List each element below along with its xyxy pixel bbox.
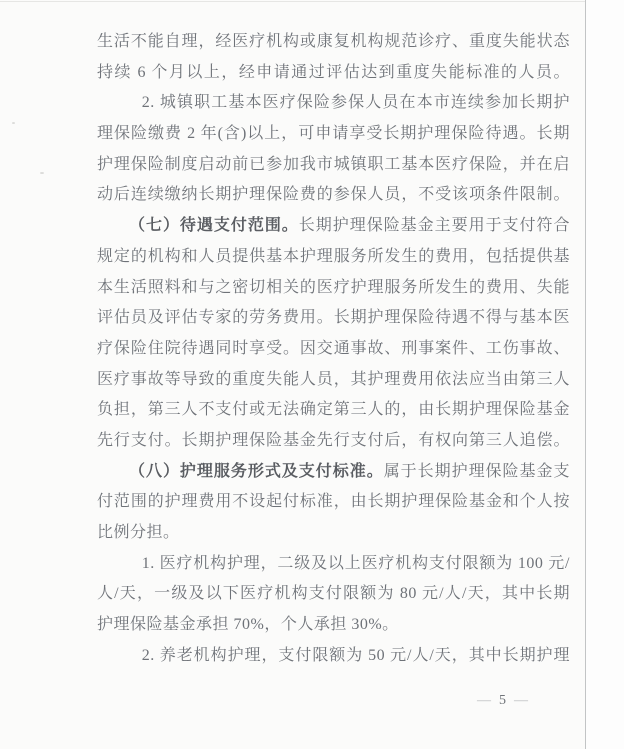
line-text: 付范围的护理费用不设起付标准，由长期护理保险基金和个人按 bbox=[97, 493, 570, 511]
line-text: 疗保险住院待遇同时享受。因交通事故、刑事案件、工伤事故、 bbox=[97, 339, 570, 357]
scan-speck bbox=[12, 122, 15, 124]
text-line bbox=[97, 242, 570, 273]
text-line bbox=[97, 365, 570, 396]
text-line bbox=[97, 273, 570, 304]
line-text: 人/天，一级及以下医疗机构支付限额为 80 元/人/天，其中长期 bbox=[97, 585, 570, 603]
line-text: 负担，第三人不支付或无法确定第三人的，由长期护理保险基金 bbox=[97, 401, 570, 419]
text-line bbox=[97, 641, 570, 672]
page-number-value: 5 bbox=[499, 693, 507, 708]
line-text: 医疗事故等导致的重度失能人员，其护理费用依法应当由第三人 bbox=[97, 370, 570, 388]
text-line bbox=[97, 487, 570, 518]
line-text: 2. 养老机构护理，支付限额为 50 元/人/天，其中长期护理 bbox=[141, 646, 570, 664]
page-number bbox=[460, 693, 546, 709]
text-line bbox=[97, 426, 570, 457]
line-text: 本生活照料和与之密切相关的医疗护理服务所发生的费用、失能 bbox=[97, 278, 570, 296]
text-line bbox=[97, 518, 570, 549]
line-text: 生活不能自理，经医疗机构或康复机构规范诊疗、重度失能状态 bbox=[97, 33, 570, 50]
scan-background-strip bbox=[585, 0, 624, 749]
line-text: 属于长期护理保险基金支 bbox=[383, 462, 570, 480]
line-text: 护理保险制度启动前已参加我市城镇职工基本医疗保险，并在启 bbox=[97, 155, 570, 173]
page-number-dash-right: — bbox=[514, 693, 529, 708]
page-top-edge bbox=[0, 1, 624, 2]
paragraph-heading: （八）护理服务形式及支付标准。 bbox=[129, 462, 384, 480]
text-line bbox=[97, 119, 570, 150]
text-line bbox=[97, 334, 570, 365]
line-text: 理保险缴费 2 年(含)以上，可申请享受长期护理保险待遇。长期 bbox=[97, 125, 570, 143]
text-line bbox=[97, 303, 570, 334]
text-line bbox=[97, 88, 570, 119]
page-number-dash-left: — bbox=[477, 693, 492, 708]
paragraph-heading: （七）待遇支付范围。 bbox=[129, 217, 299, 235]
text-line bbox=[97, 610, 570, 641]
text-line bbox=[97, 180, 570, 211]
line-text: 比例分担。 bbox=[97, 524, 180, 541]
line-text: 1. 医疗机构护理，二级及以上医疗机构支付限额为 100 元/ bbox=[141, 554, 570, 572]
line-text: 2. 城镇职工基本医疗保险参保人员在本市连续参加长期护 bbox=[141, 94, 570, 112]
line-text: 规定的机构和人员提供基本护理服务所发生的费用，包括提供基 bbox=[97, 247, 570, 265]
text-line bbox=[97, 27, 570, 58]
line-text: 长期护理保险基金主要用于支付符合 bbox=[298, 217, 570, 235]
text-line bbox=[97, 211, 570, 242]
text-line bbox=[97, 457, 570, 488]
scan-speck bbox=[40, 172, 44, 174]
line-text: 持续 6 个月以上，经申请通过评估达到重度失能标准的人员。 bbox=[97, 63, 570, 81]
body-text bbox=[97, 27, 570, 671]
line-text: 先行支付。长期护理保险基金先行支付后，有权向第三人追偿。 bbox=[97, 431, 570, 449]
line-text: 评估员及评估专家的劳务费用。长期护理保险待遇不得与基本医 bbox=[97, 309, 570, 327]
text-line bbox=[97, 150, 570, 181]
text-line bbox=[97, 579, 570, 610]
line-text: 动后连续缴纳长期护理保险费的参保人员，不受该项条件限制。 bbox=[97, 186, 570, 204]
text-line bbox=[97, 58, 570, 89]
text-line bbox=[97, 549, 570, 580]
line-text: 护理保险基金承担 70%，个人承担 30%。 bbox=[97, 616, 399, 634]
text-line bbox=[97, 395, 570, 426]
